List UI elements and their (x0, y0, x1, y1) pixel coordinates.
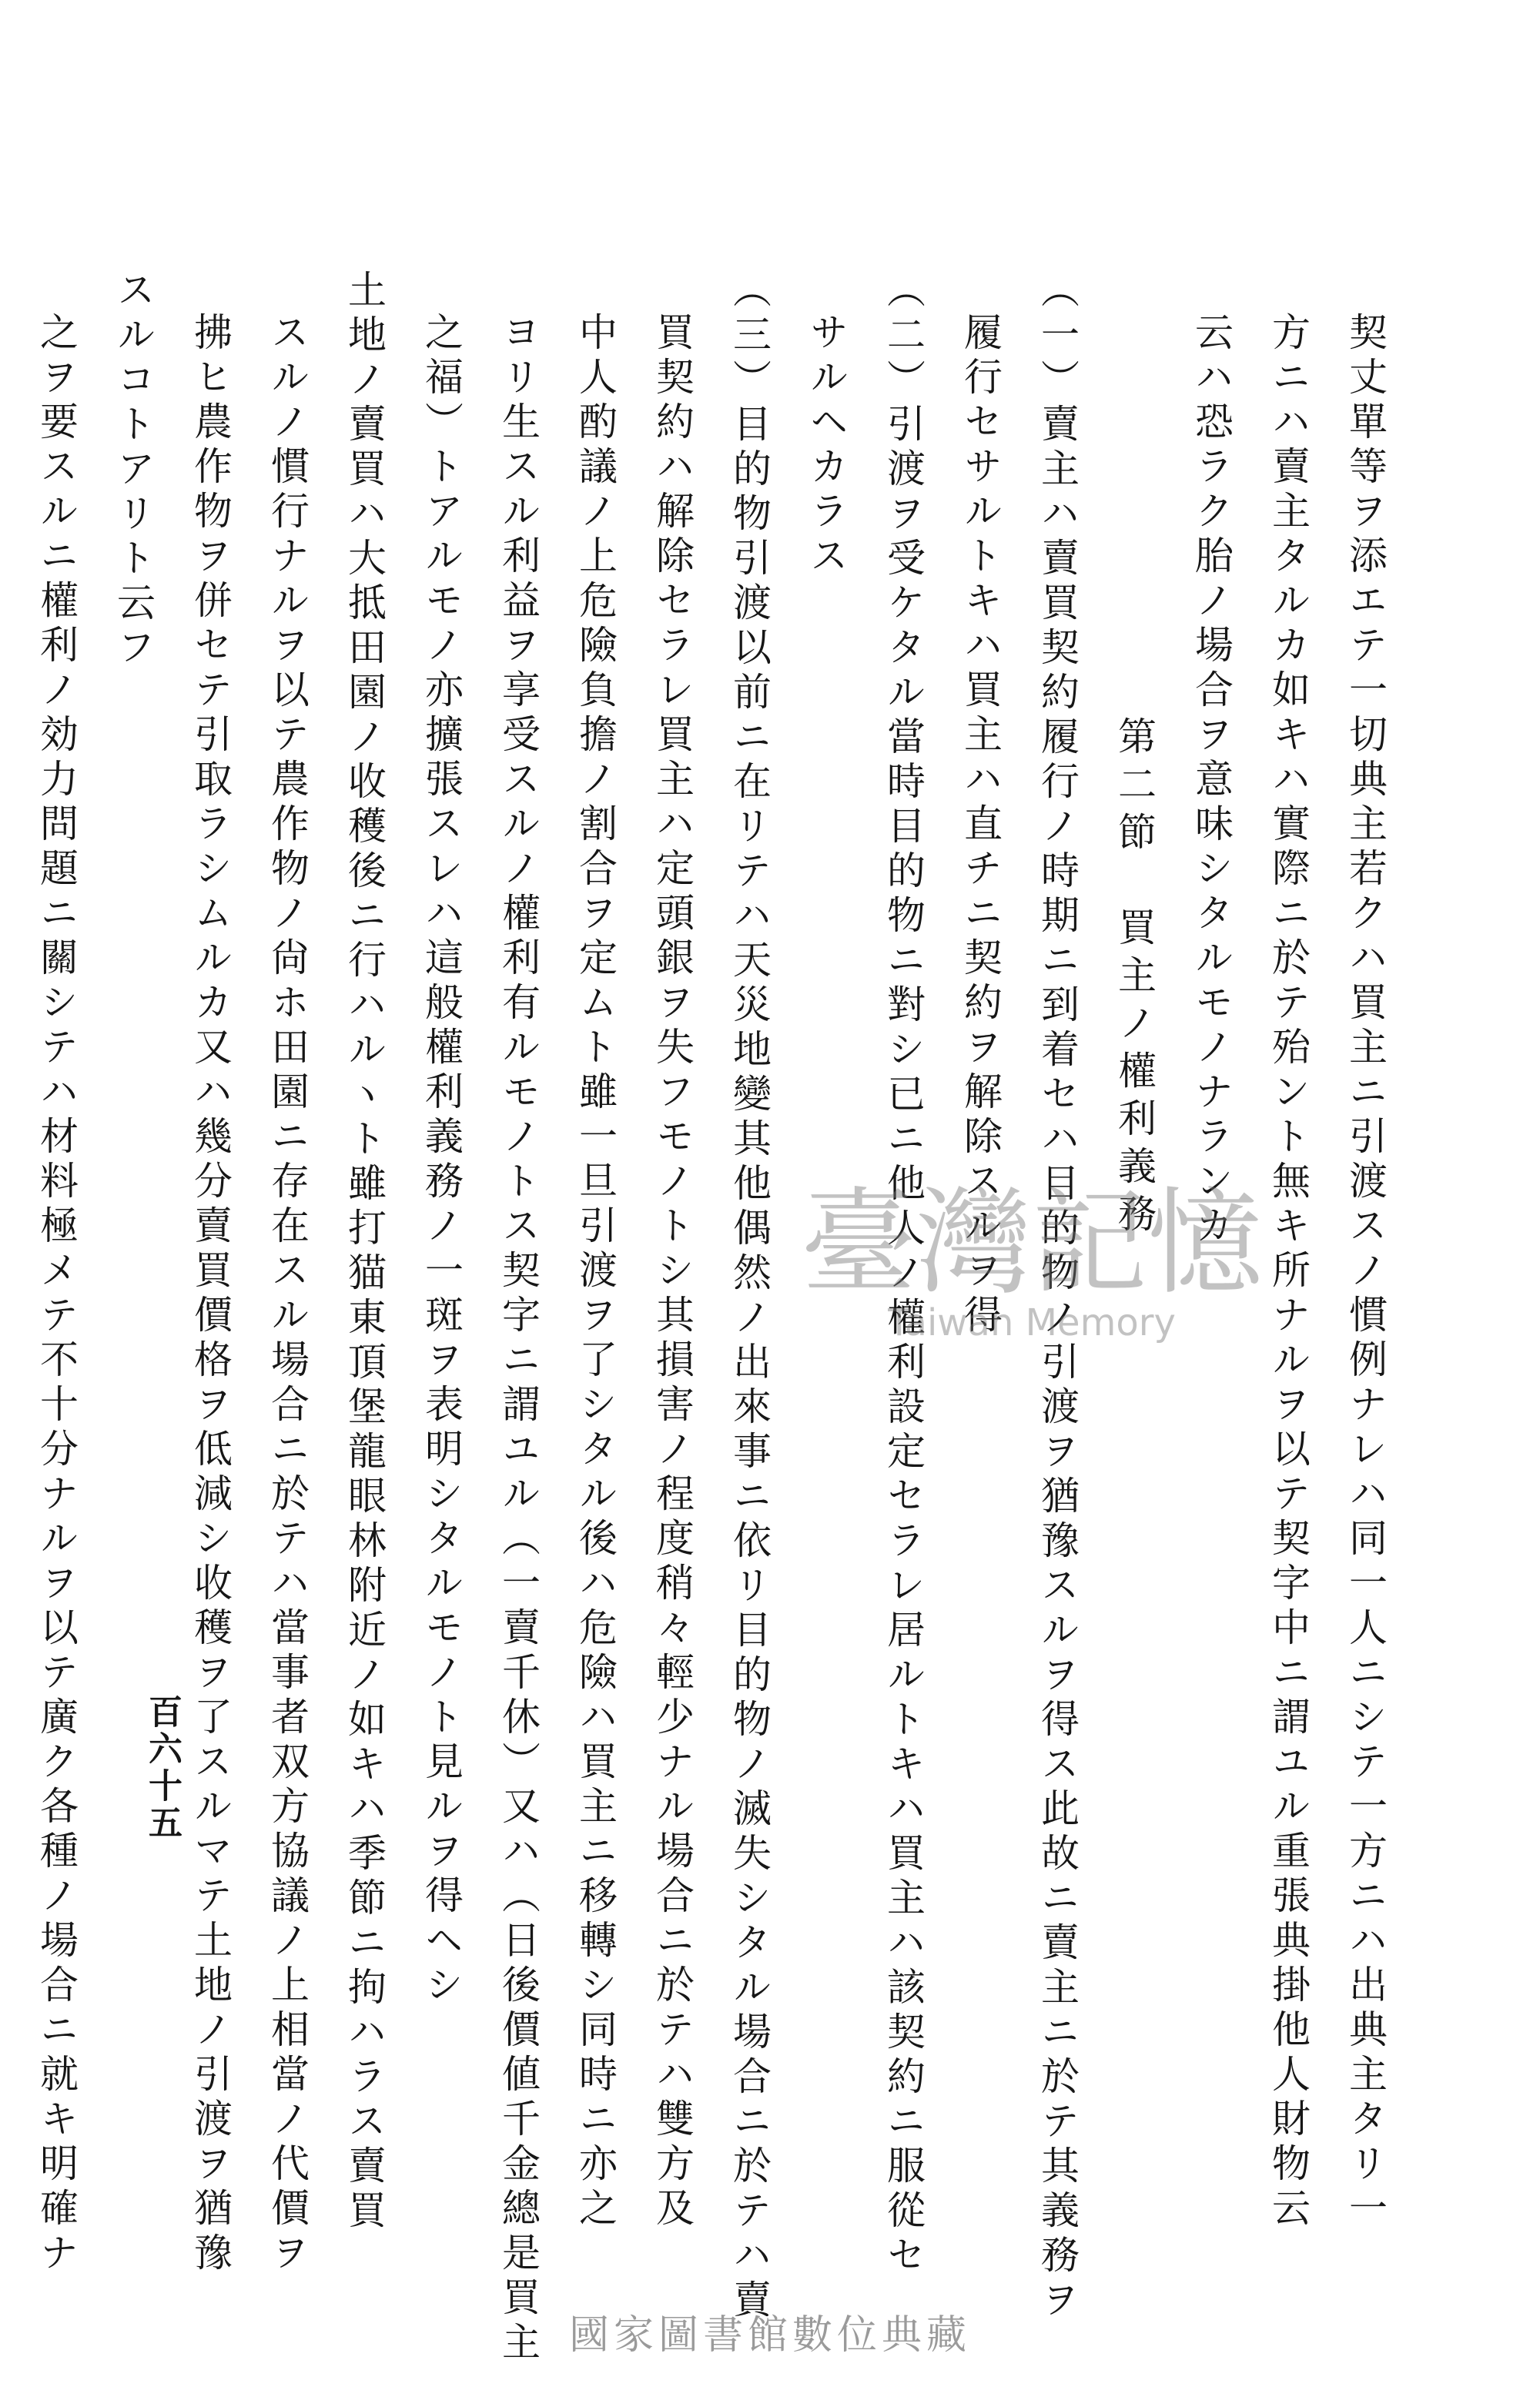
watermark (755, 1177, 1309, 1371)
watermark-subtitle: Taiwan Memory (888, 1301, 1176, 1344)
text-column-9: （三）目的物引渡以前ニ在リテハ天災地變其他偶然ノ出來事ニ依リ目的物ノ滅失シタル場合ニ於テハ賣 (727, 270, 772, 2324)
text-column-8: サルヘカラス (804, 312, 849, 580)
text-column-14: 土地ノ賣買ハ大抵田園ノ收穫後ニ行ハルヽト雖打猫東頂堡龍眼林附近ノ如キハ季節ニ拘ハラス賣買 (342, 270, 387, 2235)
text-column-6: 履行セサルトキハ買主ハ直チニ契約ヲ解除スルヲ得 (958, 312, 1003, 1339)
text-column-11: 中人酌議ノ上危險負擔ノ割合ヲ定ムト雖一旦引渡ヲ了シタル後ハ危險ハ買主ニ移轉シ同時ニ亦之 (573, 312, 618, 2232)
text-column-16: 拂ヒ農作物ヲ併セテ引取ラシムルカ又ハ幾分賣買價格ヲ低減シ收穫ヲ了スルマテ土地ノ引渡ヲ猶豫 (188, 312, 233, 2277)
text-column-1: 契丈單等ヲ添エテ一切典主若クハ買主ニ引渡スノ慣例ナレハ同一人ニシテ一方ニハ出典主タリ一 (1343, 312, 1388, 2232)
watermark-title: 臺灣記憶 (800, 1177, 1263, 1311)
section-heading: 第二節 買主ノ權利義務 (1112, 716, 1157, 1241)
text-column-2: 方ニハ賣主タルカ如キハ實際ニ於テ殆ント無キ所ナルヲ以テ契字中ニ謂ユル重張典掛他人財物云 (1266, 312, 1311, 2232)
text-column-12: ヨリ生スル利益ヲ享受スルノ權利有ルモノトス契字ニ謂ユル（一賣千休）又ハ（日後價値千金總是買主 (496, 312, 541, 2366)
text-column-7: （二）引渡ヲ受ケタル當時目的物ニ對シ已ニ他人ノ權利設定セラレ居ルトキハ買主ハ該契約ニ服從セ (881, 270, 926, 2279)
text-column-13: 之福）トアルモノ亦擴張スレハ這般權利義務ノ一斑ヲ表明シタルモノト見ルヲ得ヘシ (419, 312, 464, 2009)
text-column-3: 云ハ恐ラク胎ノ場合ヲ意味シタルモノナランカ (1189, 312, 1234, 1250)
text-column-5: （一）賣主ハ賣買契約履行ノ時期ニ到着セハ目的物ノ引渡ヲ猶豫スルヲ得ス此故ニ賣主ニ於テ其義務ヲ (1035, 270, 1080, 2324)
footer-credit: 國家圖書館數位典藏 (568, 2312, 971, 2359)
page-number: 百六十五 (142, 1694, 182, 1842)
text-column-10: 買契約ハ解除セラレ買主ハ定頭銀ヲ失フモノトシ其損害ノ程度稍々輕少ナル場合ニ於テハ雙方及 (650, 312, 695, 2232)
text-column-18: 之ヲ要スルニ權利ノ効力問題ニ關シテハ材料極メテ不十分ナルヲ以テ廣ク各種ノ場合ニ就キ明確ナ (34, 312, 79, 2277)
text-column-15: スルノ慣行ナルヲ以テ農作物ノ尙ホ田園ニ存在スル場合ニ於テハ當事者双方協議ノ上相當ノ代價ヲ (265, 312, 310, 2277)
text-column-17: スルコトアリト云フ (111, 270, 156, 671)
